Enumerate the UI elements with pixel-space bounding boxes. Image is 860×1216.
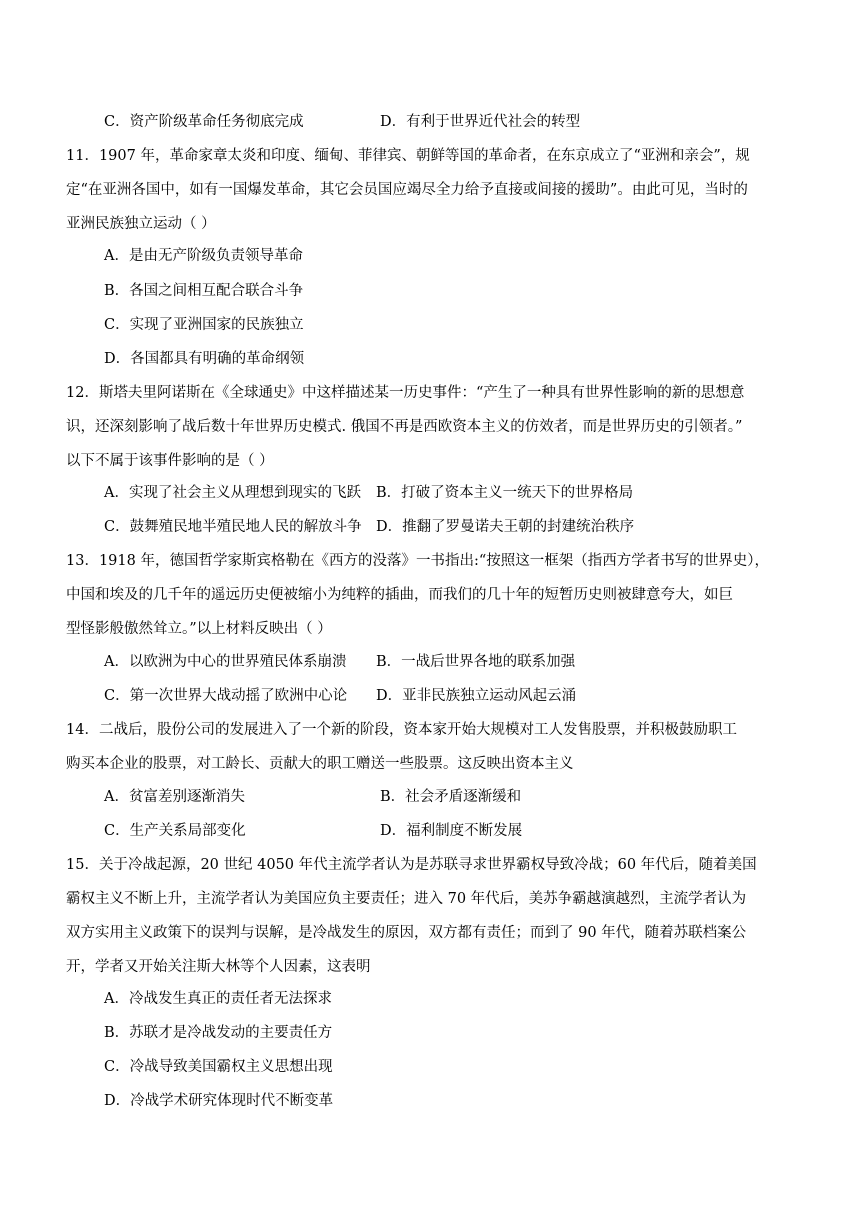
q13-option-d: D．亚非民族独立运动风起云涌 — [376, 688, 577, 704]
q14-option-a: A．贫富差别逐渐消失 — [104, 789, 245, 805]
q11-option-d: D．各国都具有明确的革命纲领 — [104, 351, 305, 367]
q14-option-b: B．社会矛盾逐渐缓和 — [380, 789, 522, 805]
q14-option-d: D．福利制度不断发展 — [380, 823, 523, 839]
q14-stem — [66, 720, 790, 774]
q13-option-b: B．一战后世界各地的联系加强 — [376, 654, 576, 670]
q15-option-d: D．冷战学术研究体现时代不断变革 — [104, 1093, 334, 1109]
q11-stem — [66, 146, 790, 234]
q15-line: 15．关于冷战起源，20 世纪 4050 年代主流学者认为是苏联寻求世界霸权导致冷战；60 年代后，随着美国 — [66, 857, 757, 873]
q13-option-c: C．第一次世界大战动摇了欧洲中心论 — [104, 688, 348, 704]
q15-stem — [66, 855, 790, 977]
q13-option-a: A．以欧洲为中心的世界殖民体系崩溃 — [104, 654, 347, 670]
q12-option-a: A．实现了社会主义从理想到现实的飞跃 — [104, 485, 361, 501]
q12-option-b: B．打破了资本主义一统天下的世界格局 — [376, 485, 634, 501]
q13-line: 中国和埃及的几千年的遥远历史便被缩小为纯粹的插曲，而我们的几十年的短暂历史则被肆意夸大，如巨 — [66, 587, 733, 603]
q10-option-c: C．资产阶级革命任务彻底完成 — [104, 114, 304, 130]
q12-line: 识，还深刻影响了战后数十年世界历史模式. 俄国不再是西欧资本主义的仿效者，而是世界历史的引领者。” — [66, 419, 743, 435]
q11-line: 亚洲民族独立运动（ ） — [66, 216, 216, 232]
q15-option-c: C．冷战导致美国霸权主义思想出现 — [104, 1059, 333, 1075]
q14-line: 购买本企业的股票，对工龄长、贡献大的职工赠送一些股票。这反映出资本主义 — [66, 756, 574, 772]
q12-line: 以下不属于该事件影响的是（ ） — [66, 453, 274, 469]
q11-option-c: C．实现了亚洲国家的民族独立 — [104, 317, 304, 333]
q13-stem — [66, 551, 790, 639]
q14-option-c: C．生产关系局部变化 — [104, 823, 246, 839]
q12-option-d: D．推翻了罗曼诺夫王朝的封建统治秩序 — [376, 519, 635, 535]
q15-line: 开，学者又开始关注斯大林等个人因素，这表明 — [66, 959, 371, 975]
q15-line: 霸权主义不断上升，主流学者认为美国应负主要责任；进入 70 年代后，美苏争霸越演越烈，主流学者认为 — [66, 891, 747, 907]
q11-option-b: B．各国之间相互配合联合斗争 — [104, 283, 304, 299]
q15-line: 双方实用主义政策下的误判与误解，是冷战发生的原因，双方都有责任；而到了 90 年代，随着苏联档案公 — [66, 925, 747, 941]
q13-line: 型怪影般傲然耸立。”以上材料反映出（ ） — [66, 621, 332, 637]
q14-line: 14．二战后，股份公司的发展进入了一个新的阶段，资本家开始大规模对工人发售股票，并积极鼓励职工 — [66, 722, 737, 738]
q12-option-c: C．鼓舞殖民地半殖民地人民的解放斗争 — [104, 519, 362, 535]
q15-option-a: A．冷战发生真正的责任者无法探求 — [104, 991, 332, 1007]
q11-line: 11．1907 年，革命家章太炎和印度、缅甸、菲律宾、朝鲜等国的革命者，在东京成立了“亚洲和亲会”，规 — [66, 148, 750, 164]
q12-line: 12．斯塔夫里阿诺斯在《全球通史》中这样描述某一历史事件：“产生了一种具有世界性影响的新的思想意 — [66, 385, 745, 401]
q12-stem — [66, 383, 790, 471]
q11-line: 定“在亚洲各国中，如有一国爆发革命，其它会员国应竭尽全力给予直接或间接的援助”。由此可见，当时的 — [66, 182, 748, 198]
q13-line: 13．1918 年，德国哲学家斯宾格勒在《西方的没落》一书指出:“按照这一框架（指西方学者书写的世界史）， — [66, 553, 770, 569]
q15-option-b: B．苏联才是冷战发动的主要责任方 — [104, 1025, 333, 1041]
q11-option-a: A．是由无产阶级负责领导革命 — [104, 248, 303, 264]
q10-option-d: D．有利于世界近代社会的转型 — [380, 114, 581, 130]
